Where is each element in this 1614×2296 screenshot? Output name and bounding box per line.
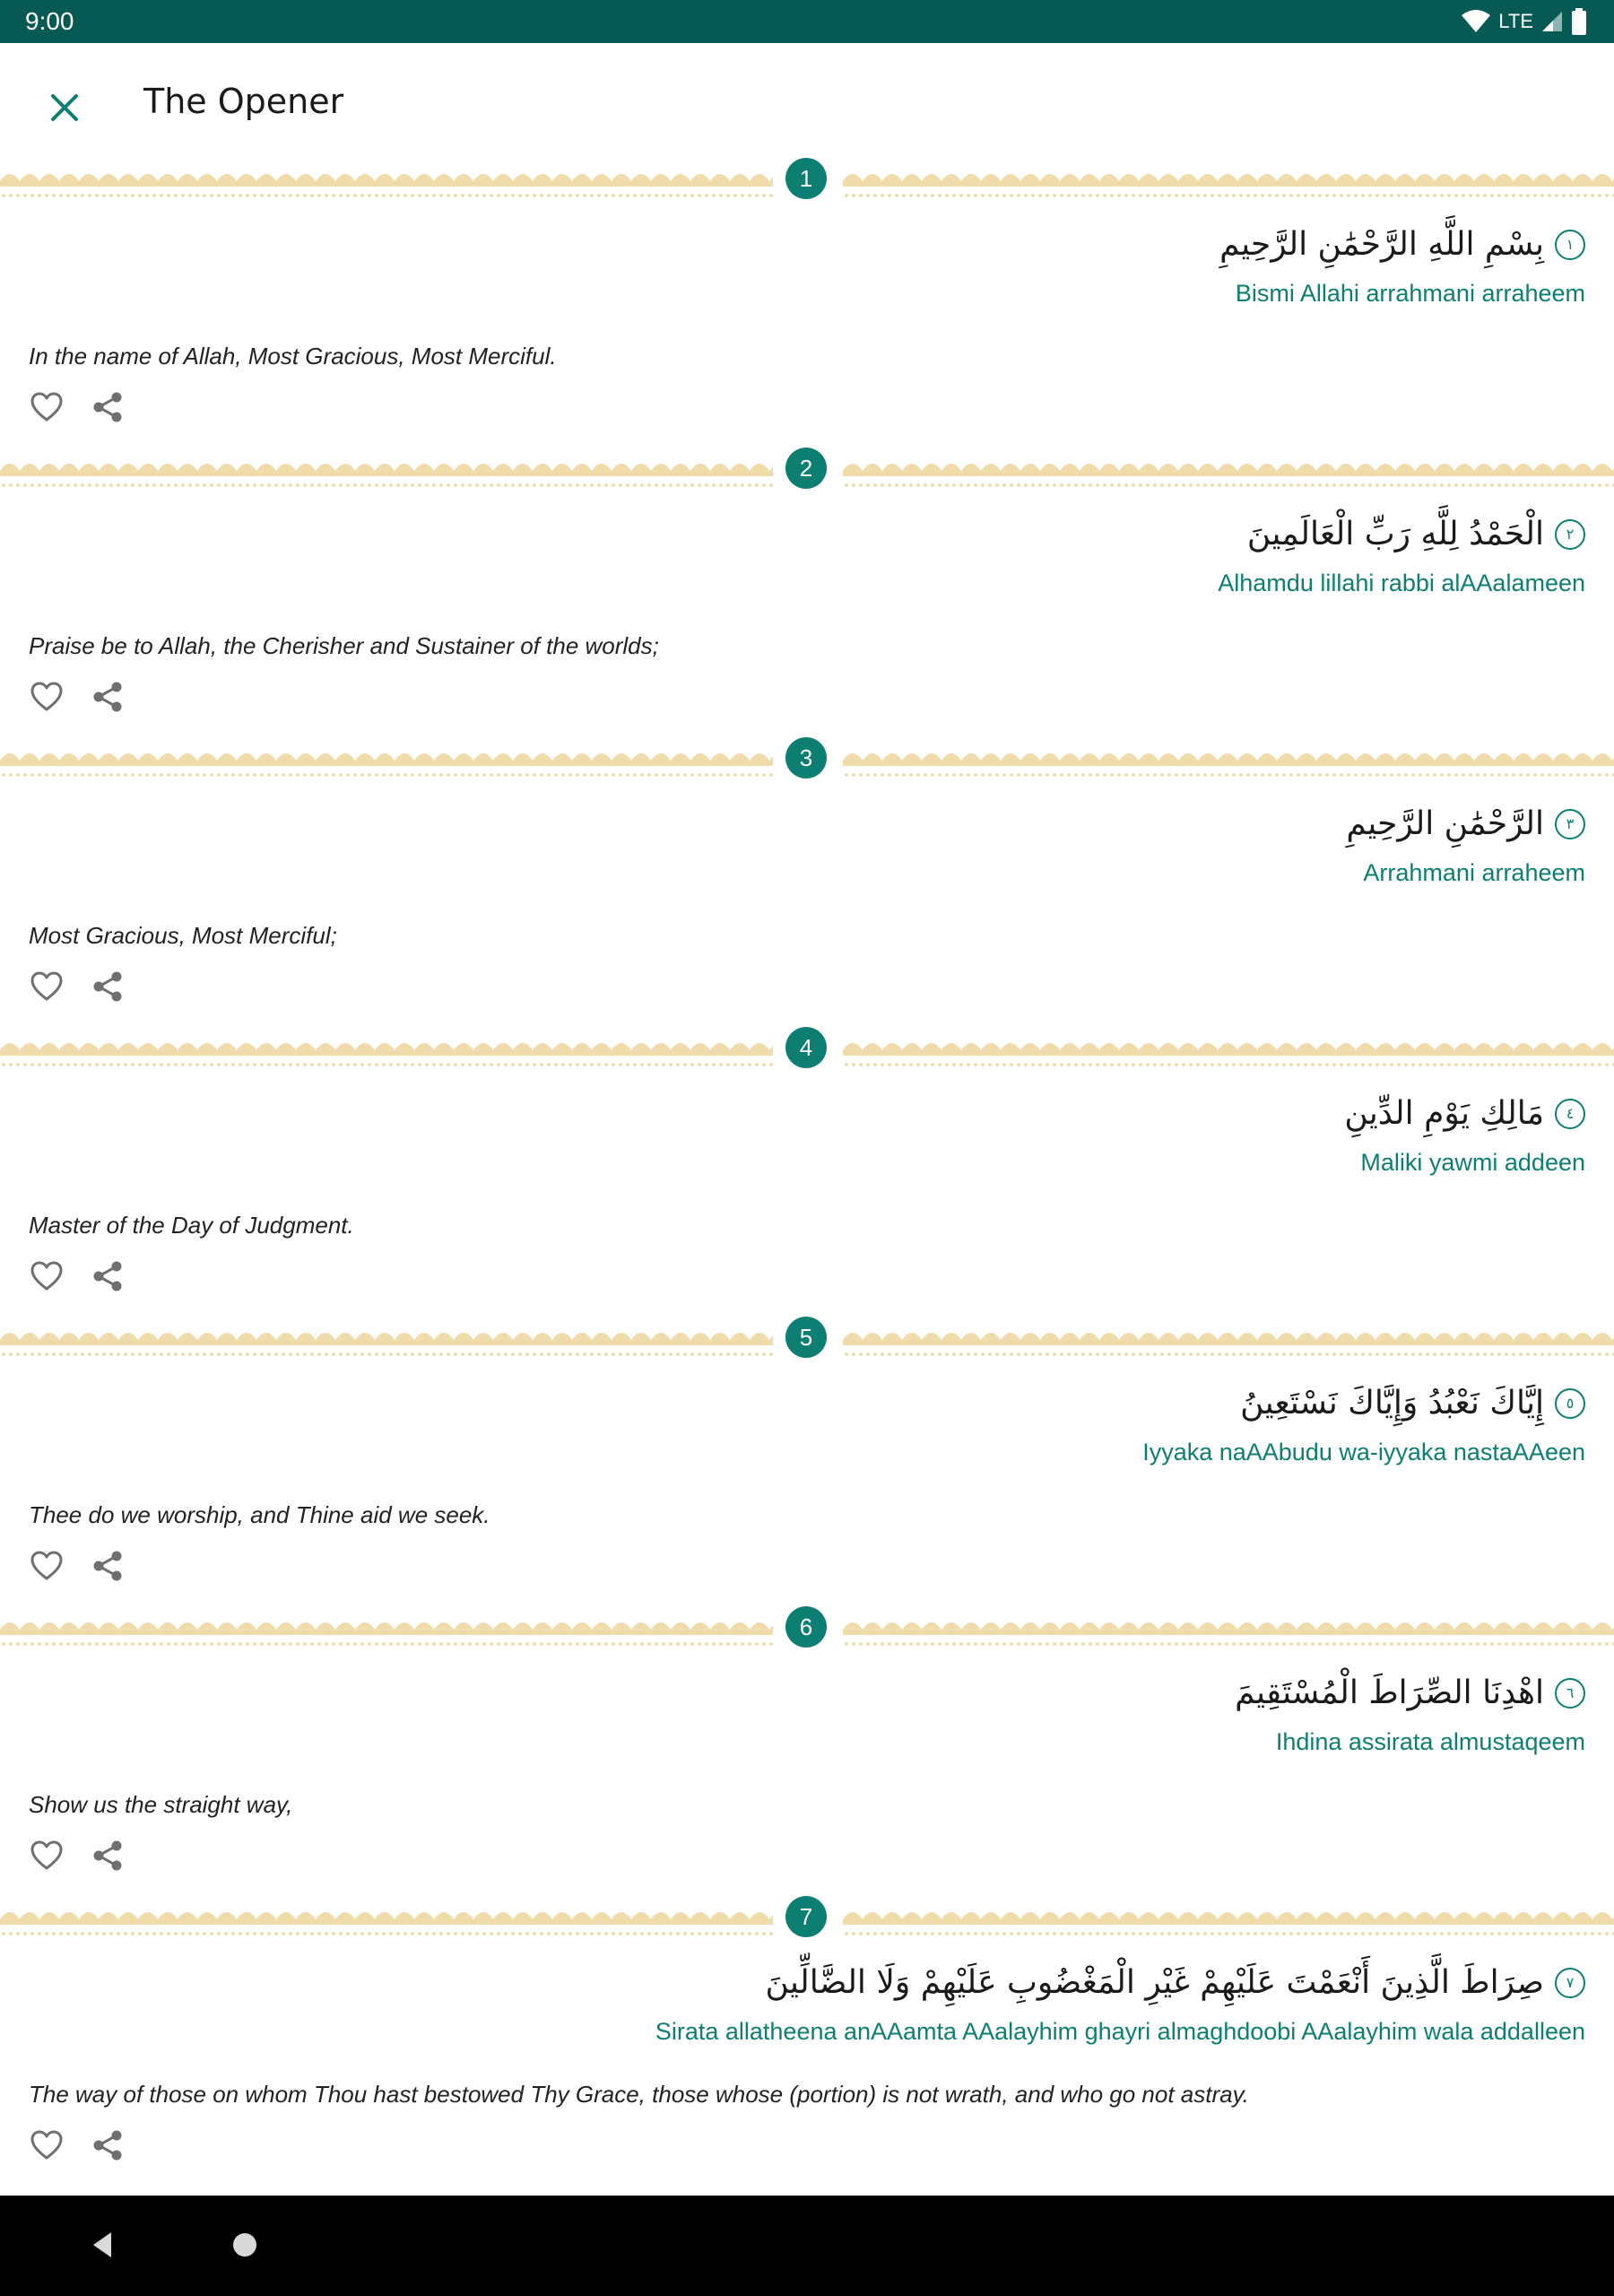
share-button[interactable] [88, 2126, 127, 2165]
verse-actions [27, 967, 127, 1006]
favorite-button[interactable] [27, 1546, 66, 1586]
home-button[interactable] [222, 2222, 267, 2267]
status-icons [1461, 5, 1587, 38]
divider-ornament [0, 1327, 773, 1361]
verse-item [0, 1311, 1614, 1601]
status-bar [0, 0, 1614, 43]
heart-icon [30, 682, 63, 712]
back-button[interactable] [81, 2222, 126, 2267]
transliteration-text: Alhamdu lillahi rabbi alAAalameen [1218, 570, 1585, 596]
share-icon [91, 970, 124, 1003]
page-title: The Opener [143, 82, 344, 121]
share-icon [91, 1550, 124, 1582]
arabic-row [1344, 1084, 1585, 1144]
share-icon [91, 1839, 124, 1872]
share-button[interactable] [88, 387, 127, 427]
verse-number-badge: 3 [785, 737, 827, 778]
share-button[interactable] [88, 677, 127, 717]
arabic-verse-text: اهْدِنَا الصِّرَاطَ الْمُسْتَقِيمَ [1235, 1674, 1544, 1711]
verse-divider [0, 1891, 1614, 1944]
favorite-button[interactable] [27, 387, 66, 427]
ayah-number-marker: ٤ [1555, 1099, 1585, 1129]
verse-divider [0, 442, 1614, 496]
translation-text: Show us the straight way, [29, 1791, 293, 1818]
verse-number-badge: 6 [785, 1606, 827, 1648]
verse-actions [27, 1546, 127, 1586]
divider-ornament [0, 1038, 773, 1072]
heart-icon [30, 1840, 63, 1871]
ayah-number-marker: ٦ [1555, 1678, 1585, 1709]
divider-ornament [843, 748, 1614, 782]
share-icon [91, 391, 124, 423]
arabic-verse-text: صِرَاطَ الَّذِينَ أَنْعَمْتَ عَلَيْهِمْ غَيْرِ الْمَغْضُوبِ عَلَيْهِمْ وَلَا الضَّالِّينَ [765, 1964, 1544, 2001]
arabic-verse-text: مَالِكِ يَوْمِ الدِّينِ [1344, 1095, 1544, 1132]
verse-number-badge: 4 [785, 1027, 827, 1068]
ayah-number-marker: ٧ [1555, 1968, 1585, 1998]
divider-ornament [843, 1617, 1614, 1651]
share-button[interactable] [88, 967, 127, 1006]
divider-ornament [0, 458, 773, 492]
divider-ornament [843, 1907, 1614, 1941]
heart-icon [30, 1551, 63, 1581]
divider-ornament [843, 458, 1614, 492]
translation-text: Most Gracious, Most Merciful; [29, 922, 337, 949]
verse-item [0, 1891, 1614, 2180]
verse-actions [27, 1836, 127, 1875]
divider-ornament [0, 1617, 773, 1651]
verse-actions [27, 2126, 127, 2165]
verse-number-badge: 2 [785, 448, 827, 489]
verse-number-badge: 1 [785, 158, 827, 199]
verse-divider [0, 1022, 1614, 1075]
verse-item [0, 152, 1614, 442]
verse-divider [0, 1311, 1614, 1365]
verse-number-badge: 7 [785, 1896, 827, 1937]
close-icon [49, 92, 80, 126]
share-button[interactable] [88, 1836, 127, 1875]
ayah-number-marker: ١ [1555, 230, 1585, 260]
translation-text: Praise be to Allah, the Cherisher and Sustainer of the worlds; [29, 632, 659, 659]
close-button[interactable] [36, 81, 93, 138]
status-time: 9:00 [25, 7, 74, 35]
arabic-row [1247, 505, 1585, 564]
favorite-button[interactable] [27, 1836, 66, 1875]
ayah-number-marker: ٢ [1555, 519, 1585, 550]
translation-text: Thee do we worship, and Thine aid we seek. [29, 1501, 490, 1528]
ayah-number-marker: ٣ [1555, 809, 1585, 839]
divider-ornament [843, 169, 1614, 203]
heart-icon [30, 1261, 63, 1292]
arabic-row [1240, 1374, 1585, 1433]
share-button[interactable] [88, 1257, 127, 1296]
verse-actions [27, 1257, 127, 1296]
system-nav-bar [0, 2196, 1614, 2296]
arabic-verse-text: الرَّحْمَٰنِ الرَّحِيمِ [1346, 805, 1544, 842]
verse-item [0, 732, 1614, 1022]
transliteration-text: Iyyaka naAAbudu wa-iyyaka nastaAAeen [1142, 1439, 1585, 1465]
transliteration-text: Arrahmani arraheem [1363, 859, 1585, 886]
heart-icon [30, 971, 63, 1002]
share-button[interactable] [88, 1546, 127, 1586]
arabic-row [766, 1953, 1585, 2013]
verse-actions [27, 677, 127, 717]
verse-item [0, 442, 1614, 732]
transliteration-text: Ihdina assirata almustaqeem [1275, 1728, 1585, 1755]
signal-icon [1540, 10, 1564, 33]
verse-item [0, 1022, 1614, 1311]
arabic-row [1235, 1664, 1585, 1723]
divider-ornament [0, 169, 773, 203]
divider-ornament [843, 1038, 1614, 1072]
translation-text: Master of the Day of Judgment. [29, 1212, 354, 1239]
verse-actions [27, 387, 127, 427]
battery-icon [1571, 8, 1587, 35]
arabic-verse-text: بِسْمِ اللَّهِ الرَّحْمَٰنِ الرَّحِيمِ [1219, 226, 1544, 263]
wifi-icon [1461, 10, 1491, 33]
arabic-row [1219, 215, 1585, 274]
heart-icon [30, 2130, 63, 2161]
share-icon [91, 1260, 124, 1292]
home-circle-icon [222, 2222, 267, 2267]
favorite-button[interactable] [27, 1257, 66, 1296]
network-type: LTE [1498, 10, 1533, 32]
app-bar [0, 43, 1614, 160]
verse-list [0, 152, 1614, 2180]
arabic-verse-text: الْحَمْدُ لِلَّهِ رَبِّ الْعَالَمِينَ [1246, 516, 1544, 552]
share-icon [91, 681, 124, 713]
ayah-number-marker: ٥ [1555, 1388, 1585, 1419]
translation-text: The way of those on whom Thou hast bestowed Thy Grace, those whose (portion) is not wrath, and who go not astray. [29, 2081, 1249, 2108]
heart-icon [30, 392, 63, 422]
back-triangle-icon [81, 2222, 126, 2267]
arabic-row [1346, 795, 1585, 854]
transliteration-text: Bismi Allahi arrahmani arraheem [1235, 280, 1585, 307]
verse-divider [0, 152, 1614, 206]
verse-divider [0, 1601, 1614, 1655]
verse-item [0, 1601, 1614, 1891]
arabic-verse-text: إِيَّاكَ نَعْبُدُ وَإِيَّاكَ نَسْتَعِينُ [1240, 1385, 1544, 1422]
transliteration-text: Maliki yawmi addeen [1360, 1149, 1585, 1176]
favorite-button[interactable] [27, 2126, 66, 2165]
divider-ornament [0, 748, 773, 782]
favorite-button[interactable] [27, 677, 66, 717]
divider-ornament [0, 1907, 773, 1941]
transliteration-text: Sirata allatheena anAAamta AAalayhim ghayri almaghdoobi AAalayhim wala addalleen [655, 2018, 1585, 2045]
verse-divider [0, 732, 1614, 786]
verse-number-badge: 5 [785, 1317, 827, 1358]
favorite-button[interactable] [27, 967, 66, 1006]
divider-ornament [843, 1327, 1614, 1361]
share-icon [91, 2129, 124, 2161]
translation-text: In the name of Allah, Most Gracious, Most Merciful. [29, 343, 557, 370]
